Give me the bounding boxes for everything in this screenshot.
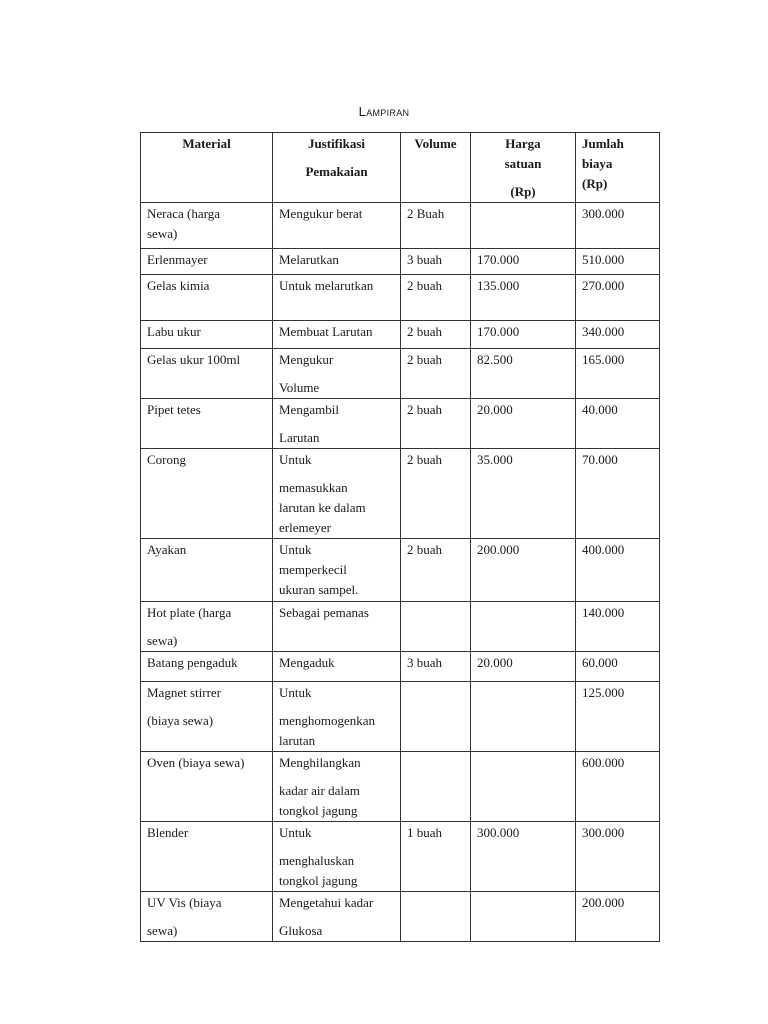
- cell-volume: [401, 349, 471, 399]
- cell-volume: [401, 822, 471, 892]
- cell-justifikasi: [273, 449, 401, 539]
- jumlah-value: 60.000: [582, 655, 618, 670]
- material-line: UV Vis (biaya: [147, 895, 222, 910]
- justifikasi-line: Untuk: [279, 685, 312, 700]
- cell-harga: [471, 892, 576, 942]
- cell-harga: [471, 752, 576, 822]
- header-justifikasi: [273, 133, 401, 203]
- justifikasi-line: tongkol jagung: [279, 803, 358, 818]
- header-volume-label: Volume: [414, 136, 457, 151]
- justifikasi-line: memperkecil: [279, 562, 347, 577]
- cell-volume: [401, 539, 471, 602]
- justifikasi-line: Mengaduk: [279, 655, 335, 670]
- cell-harga: [471, 822, 576, 892]
- jumlah-value: 40.000: [582, 402, 618, 417]
- harga-value: 170.000: [477, 324, 520, 339]
- volume-value: 1 buah: [407, 825, 443, 840]
- cell-harga: [471, 275, 576, 321]
- harga-value: 20.000: [477, 655, 513, 670]
- justifikasi-line: menghomogenkan: [279, 713, 376, 728]
- material-line: sewa): [147, 226, 178, 241]
- volume-value: 2 buah: [407, 542, 443, 557]
- cell-harga: [471, 539, 576, 602]
- header-material: [141, 133, 273, 203]
- cell-volume: [401, 203, 471, 249]
- justifikasi-line: Melarutkan: [279, 252, 339, 267]
- cell-volume: [401, 399, 471, 449]
- jumlah-value: 125.000: [582, 685, 625, 700]
- justifikasi-line: Untuk: [279, 542, 312, 557]
- cell-material: [141, 349, 273, 399]
- material-line: Batang pengaduk: [147, 655, 238, 670]
- cell-material: [141, 449, 273, 539]
- table-row: [141, 249, 660, 275]
- jumlah-value: 300.000: [582, 206, 625, 221]
- cell-justifikasi: [273, 203, 401, 249]
- header-volume: [401, 133, 471, 203]
- cell-jumlah: [576, 682, 660, 752]
- header-harga-line-3: (Rp): [510, 184, 536, 199]
- cell-jumlah: [576, 752, 660, 822]
- justifikasi-line: memasukkan: [279, 480, 348, 495]
- table-row: [141, 822, 660, 892]
- cell-justifikasi: [273, 321, 401, 349]
- cell-material: [141, 539, 273, 602]
- header-jumlah-line-3: (Rp): [582, 176, 608, 191]
- cell-jumlah: [576, 602, 660, 652]
- cell-jumlah: [576, 349, 660, 399]
- cell-material: [141, 822, 273, 892]
- cell-material: [141, 652, 273, 682]
- header-jumlah-line-2: biaya: [582, 156, 613, 171]
- cell-jumlah: [576, 892, 660, 942]
- cell-harga: [471, 449, 576, 539]
- header-harga-satuan: [471, 133, 576, 203]
- cell-harga: [471, 203, 576, 249]
- volume-value: 2 buah: [407, 324, 443, 339]
- material-line: Blender: [147, 825, 189, 840]
- material-line: Gelas kimia: [147, 278, 210, 293]
- jumlah-value: 165.000: [582, 352, 625, 367]
- cell-justifikasi: [273, 602, 401, 652]
- volume-value: 3 buah: [407, 252, 443, 267]
- volume-value: 3 buah: [407, 655, 443, 670]
- cell-volume: [401, 249, 471, 275]
- jumlah-value: 200.000: [582, 895, 625, 910]
- cell-material: [141, 399, 273, 449]
- cell-jumlah: [576, 249, 660, 275]
- justifikasi-line: Sebagai pemanas: [279, 605, 369, 620]
- justifikasi-line: larutan ke dalam: [279, 500, 366, 515]
- header-jumlah-biaya: [576, 133, 660, 203]
- justifikasi-line: tongkol jagung: [279, 873, 358, 888]
- cell-jumlah: [576, 203, 660, 249]
- justifikasi-line: Untuk melarutkan: [279, 278, 374, 293]
- justifikasi-line: Untuk: [279, 825, 312, 840]
- cell-harga: [471, 349, 576, 399]
- justifikasi-line: menghaluskan: [279, 853, 355, 868]
- cell-harga: [471, 652, 576, 682]
- harga-value: 82.500: [477, 352, 513, 367]
- justifikasi-line: Mengambil: [279, 402, 339, 417]
- harga-value: 200.000: [477, 542, 520, 557]
- jumlah-value: 140.000: [582, 605, 625, 620]
- justifikasi-line: Mengetahui kadar: [279, 895, 374, 910]
- cell-volume: [401, 752, 471, 822]
- page-title: [0, 104, 768, 119]
- cell-justifikasi: [273, 399, 401, 449]
- jumlah-value: 340.000: [582, 324, 625, 339]
- cell-harga: [471, 399, 576, 449]
- cell-harga: [471, 682, 576, 752]
- cell-justifikasi: [273, 682, 401, 752]
- table-row: [141, 752, 660, 822]
- header-jumlah-line-1: Jumlah: [582, 136, 624, 151]
- table-row: [141, 682, 660, 752]
- cell-material: [141, 249, 273, 275]
- material-line: Gelas ukur 100ml: [147, 352, 241, 367]
- material-line: Magnet stirrer: [147, 685, 222, 700]
- cell-jumlah: [576, 822, 660, 892]
- cell-justifikasi: [273, 652, 401, 682]
- harga-value: 135.000: [477, 278, 520, 293]
- cell-material: [141, 892, 273, 942]
- justifikasi-line: Mengukur berat: [279, 206, 363, 221]
- justifikasi-line: Volume: [279, 380, 320, 395]
- volume-value: 2 buah: [407, 402, 443, 417]
- material-line: Oven (biaya sewa): [147, 755, 245, 770]
- budget-table-body: [141, 203, 660, 942]
- material-line: Ayakan: [147, 542, 187, 557]
- cell-volume: [401, 682, 471, 752]
- cell-material: [141, 321, 273, 349]
- table-row: [141, 539, 660, 602]
- table-row: [141, 203, 660, 249]
- jumlah-value: 510.000: [582, 252, 625, 267]
- material-line: Neraca (harga: [147, 206, 221, 221]
- cell-justifikasi: [273, 249, 401, 275]
- table-row: [141, 321, 660, 349]
- harga-value: 170.000: [477, 252, 520, 267]
- cell-jumlah: [576, 449, 660, 539]
- cell-material: [141, 275, 273, 321]
- jumlah-value: 400.000: [582, 542, 625, 557]
- header-justifikasi-line-1: Justifikasi: [307, 136, 366, 151]
- cell-harga: [471, 602, 576, 652]
- material-line: sewa): [147, 633, 178, 648]
- volume-value: 2 Buah: [407, 206, 445, 221]
- cell-volume: [401, 892, 471, 942]
- cell-volume: [401, 449, 471, 539]
- cell-material: [141, 203, 273, 249]
- cell-jumlah: [576, 321, 660, 349]
- cell-justifikasi: [273, 349, 401, 399]
- cell-volume: [401, 652, 471, 682]
- volume-value: 2 buah: [407, 352, 443, 367]
- cell-justifikasi: [273, 892, 401, 942]
- justifikasi-line: erlemeyer: [279, 520, 331, 535]
- cell-jumlah: [576, 652, 660, 682]
- justifikasi-line: ukuran sampel.: [279, 582, 359, 597]
- jumlah-value: 600.000: [582, 755, 625, 770]
- justifikasi-line: Larutan: [279, 430, 320, 445]
- table-header-row: [141, 133, 660, 203]
- jumlah-value: 70.000: [582, 452, 618, 467]
- header-justifikasi-line-2: Pemakaian: [305, 164, 368, 179]
- cell-harga: [471, 249, 576, 275]
- material-line: Erlenmayer: [147, 252, 208, 267]
- header-harga-line-2: satuan: [504, 156, 542, 171]
- cell-volume: [401, 602, 471, 652]
- jumlah-value: 270.000: [582, 278, 625, 293]
- header-material-label: Material: [182, 136, 231, 151]
- material-line: Labu ukur: [147, 324, 201, 339]
- table-row: [141, 399, 660, 449]
- harga-value: 300.000: [477, 825, 520, 840]
- cell-material: [141, 752, 273, 822]
- cell-material: [141, 602, 273, 652]
- justifikasi-line: Menghilangkan: [279, 755, 361, 770]
- volume-value: 2 buah: [407, 278, 443, 293]
- material-line: Corong: [147, 452, 186, 467]
- table-row: [141, 892, 660, 942]
- page-title-text: Lampiran: [358, 104, 410, 119]
- justifikasi-line: larutan: [279, 733, 316, 748]
- table-row: [141, 602, 660, 652]
- cell-jumlah: [576, 539, 660, 602]
- justifikasi-line: Mengukur: [279, 352, 334, 367]
- cell-volume: [401, 321, 471, 349]
- table-row: [141, 449, 660, 539]
- table-row: [141, 275, 660, 321]
- header-harga-line-1: Harga: [505, 136, 541, 151]
- cell-jumlah: [576, 275, 660, 321]
- cell-justifikasi: [273, 275, 401, 321]
- cell-volume: [401, 275, 471, 321]
- budget-table: [140, 132, 660, 942]
- justifikasi-line: Membuat Larutan: [279, 324, 373, 339]
- cell-justifikasi: [273, 539, 401, 602]
- cell-jumlah: [576, 399, 660, 449]
- justifikasi-line: Untuk: [279, 452, 312, 467]
- jumlah-value: 300.000: [582, 825, 625, 840]
- material-line: Hot plate (harga: [147, 605, 232, 620]
- table-row: [141, 349, 660, 399]
- volume-value: 2 buah: [407, 452, 443, 467]
- material-line: sewa): [147, 923, 178, 938]
- cell-material: [141, 682, 273, 752]
- cell-justifikasi: [273, 752, 401, 822]
- cell-justifikasi: [273, 822, 401, 892]
- harga-value: 35.000: [477, 452, 513, 467]
- justifikasi-line: kadar air dalam: [279, 783, 360, 798]
- material-line: (biaya sewa): [147, 713, 214, 728]
- material-line: Pipet tetes: [147, 402, 201, 417]
- table-row: [141, 652, 660, 682]
- cell-harga: [471, 321, 576, 349]
- justifikasi-line: Glukosa: [279, 923, 323, 938]
- harga-value: 20.000: [477, 402, 513, 417]
